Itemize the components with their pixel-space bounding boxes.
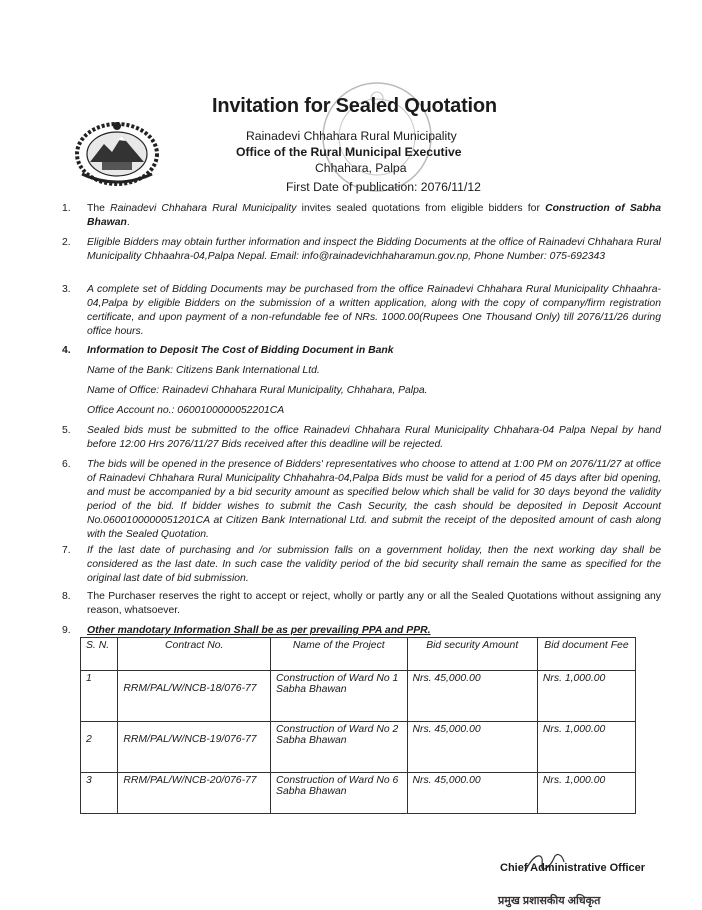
cell-fee: Nrs. 1,000.00 — [537, 773, 635, 814]
office-name-bank: Name of Office: Rainadevi Chhahara Rural Municipality, Chhahara, Palpa. — [87, 385, 428, 396]
table-row — [81, 773, 636, 814]
cell-project: Construction of Ward No 6 Sabha Bhawan — [271, 773, 407, 814]
item-text: The Rainadevi Chhahara Rural Municipality invites sealed quotations from eligible bidders for Construction of Sabha Bhawan. — [87, 203, 662, 228]
column-header: Bid document Fee — [537, 638, 635, 671]
cell-contract: RRM/PAL/W/NCB-20/076-77 — [118, 773, 271, 814]
item-heading: Other mandotary Information Shall be as per prevailing PPA and PPR. — [87, 625, 431, 636]
item-heading: Information to Deposit The Cost of Bidding Document in Bank — [87, 345, 394, 356]
item-number: 5. — [62, 425, 71, 436]
signatory-title-nepali: प्रमुख प्रशासकीय अधिकृत — [498, 895, 601, 907]
column-header: Name of the Project — [271, 638, 407, 671]
office-location: Chhahara, Palpa — [315, 161, 407, 175]
cell-contract: RRM/PAL/W/NCB-19/076-77 — [118, 722, 271, 773]
item-number: 3. — [62, 284, 71, 295]
item-number: 7. — [62, 545, 71, 556]
signatory-title: Chief Administrative Officer — [500, 862, 646, 874]
cell-security: Nrs. 45,000.00 — [407, 671, 537, 722]
office-name: Office of the Rural Municipal Executive — [236, 145, 462, 159]
item-text: Sealed bids must be submitted to the office Rainadevi Chhahara Rural Municipality Chhahara-04 Palpa Nepal by hand before 12:00 Hrs 2076/11/27 Bids received after this deadline will be rejected. — [87, 425, 661, 450]
page-title: Invitation for Sealed Quotation — [212, 95, 497, 117]
cell-sn: 3 — [81, 773, 118, 814]
item-text: Eligible Bidders may obtain further information and inspect the Bidding Documents at the office of Rainadevi Chhahara Rural Municipality Chhaahra-04,Palpa Nepal. Email: info@rainadevichhaharamun.gov.np, Phone Number: 075-692343 — [87, 237, 661, 262]
bank-name: Name of the Bank: Citizens Bank International Ltd. — [87, 365, 320, 376]
cell-sn: 1 — [81, 671, 118, 722]
cell-project: Construction of Ward No 1 Sabha Bhawan — [271, 671, 407, 722]
cell-contract: RRM/PAL/W/NCB-18/076-77 — [118, 671, 271, 722]
item-text: A complete set of Bidding Documents may be purchased from the office Rainadevi Chhahara Rural Municipality Chhaahra-04,Palpa by eligible Bidders on the submission of a written application, along with the copy of company/firm registration certificate, and upon payment of a non-refundable fee of NRs. 1000.00(Rupees One Thousand Only) till 2076/11/26 during office hours. — [87, 284, 661, 337]
column-header: Contract No. — [118, 638, 271, 671]
item-number: 8. — [62, 591, 71, 602]
item-number: 2. — [62, 237, 71, 248]
column-header: Bid security Amount — [407, 638, 537, 671]
bid-table — [80, 637, 636, 814]
table-row — [81, 722, 636, 773]
item-text: If the last date of purchasing and /or submission falls on a government holiday, then the next working day shall be considered as the last date. In such case the validity period of the bid security shall remain the same as specified for the original last date of bid submission. — [87, 545, 661, 584]
office-account: Office Account no.: 0600100000052201CA — [87, 405, 285, 416]
table-row — [81, 671, 636, 722]
cell-security: Nrs. 45,000.00 — [407, 722, 537, 773]
table-header-row — [81, 638, 636, 671]
cell-fee: Nrs. 1,000.00 — [537, 671, 635, 722]
item-text: The bids will be opened in the presence of Bidders' representatives who choose to attend at 1:00 PM on 2076/11/27 at office of Rainadevi Chhahara Rural Municipality Chhahahra-04,Palpa Bids must be valid for a period of 45 days after bid opening, and must be accompanied by a bid security amount as specified below which shall be valid for 30 days beyond the validity period of the bid. If bidder wishes to submit the Cash Security, the cash should be deposited in Deposit Account No.0600100000051201CA at Citizen Bank International Ltd. and submit the receipt of the deposited amount of cash along with the Sealed Quotation. — [87, 459, 661, 540]
cell-security: Nrs. 45,000.00 — [407, 773, 537, 814]
item-text: The Purchaser reserves the right to accept or reject, wholly or partly any or all the Sealed Quotations without assigning any reason, whatsoever. — [87, 591, 661, 616]
cell-project: Construction of Ward No 2 Sabha Bhawan — [271, 722, 407, 773]
item-number: 4. — [62, 345, 71, 356]
item-number: 9. — [62, 625, 71, 636]
column-header: S. N. — [81, 638, 118, 671]
municipality-name: Rainadevi Chhahara Rural Municipality — [246, 129, 457, 143]
item-number: 6. — [62, 459, 71, 470]
item-number: 1. — [62, 203, 71, 214]
cell-sn: 2 — [81, 722, 118, 773]
nepal-emblem-icon — [72, 118, 162, 190]
publication-date: First Date of publication: 2076/11/12 — [286, 180, 481, 194]
cell-fee: Nrs. 1,000.00 — [537, 722, 635, 773]
